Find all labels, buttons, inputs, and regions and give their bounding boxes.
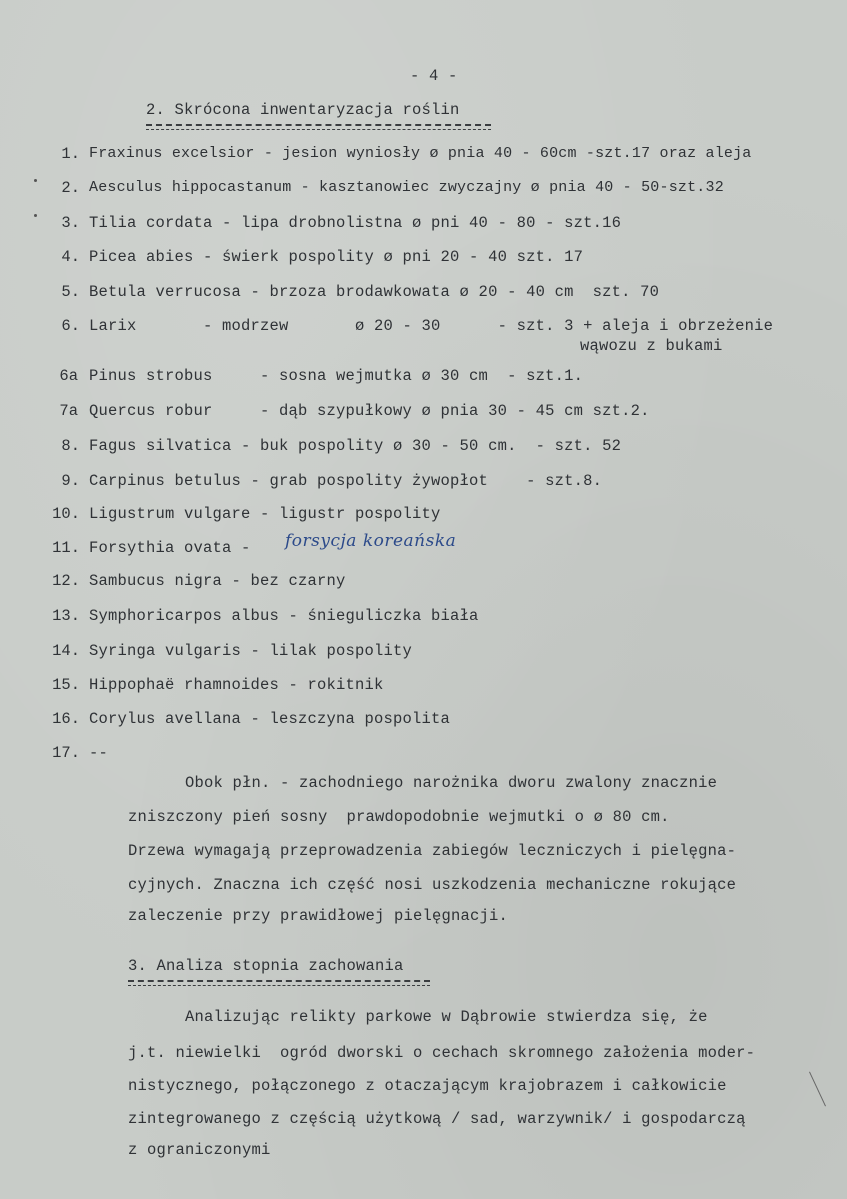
list-item-number: 13. [52, 607, 80, 625]
section-3-underline [128, 980, 430, 982]
list-item-text: Forsythia ovata - [89, 539, 251, 557]
list-item-text: Carpinus betulus - grab pospolity żywopłot - szt.8. [89, 472, 603, 490]
paragraph-line: nistycznego, połączonego z otaczającym krajobrazem i całkowicie [128, 1077, 727, 1095]
list-item-text: Symphoricarpos albus - śnieguliczka biała [89, 607, 479, 625]
list-item-text: Tilia cordata - lipa drobnolistna ø pni 40 - 80 - szt.16 [89, 214, 622, 232]
list-item-number: 1. [61, 145, 80, 163]
paragraph-line: zintegrowanego z częścią użytkową / sad, warzywnik/ i gospodarczą [128, 1110, 746, 1128]
section-2-underline [146, 124, 491, 126]
list-item-number: 12. [52, 572, 80, 590]
list-item-number: 6a [59, 367, 78, 385]
section-2-underline-2 [146, 129, 491, 130]
list-item-number: 16. [52, 710, 80, 728]
list-item-number: 5. [61, 283, 80, 301]
list-item-text: Sambucus nigra - bez czarny [89, 572, 346, 590]
list-item-text: Pinus strobus - sosna wejmutka ø 30 cm - szt.1. [89, 367, 584, 385]
list-item-text: Picea abies - świerk pospolity ø pni 20 - 40 szt. 17 [89, 248, 584, 266]
list-item-number: 4. [61, 248, 80, 266]
list-item-text: Quercus robur - dąb szypułkowy ø pnia 30 - 45 cm szt.2. [89, 402, 650, 420]
list-item-text: Fraxinus excelsior - jesion wyniosły ø pnia 40 - 60cm -szt.17 oraz aleja [89, 145, 752, 162]
list-item-text: Hippophaë rhamnoides - rokitnik [89, 676, 384, 694]
margin-dot [34, 214, 37, 217]
paragraph-line: j.t. niewielki ogród dworski o cechach skromnego założenia moder- [128, 1044, 756, 1062]
list-item-text: Betula verrucosa - brzoza brodawkowata ø 20 - 40 cm szt. 70 [89, 283, 660, 301]
section-3-underline-2 [128, 985, 430, 986]
list-item-number: 8. [61, 437, 80, 455]
list-item-number: 6. [61, 317, 80, 335]
list-item-text: Aesculus hippocastanum - kasztanowiec zwyczajny ø pnia 40 - 50-szt.32 [89, 179, 724, 196]
paragraph-line: cyjnych. Znaczna ich część nosi uszkodzenia mechaniczne rokujące [128, 876, 737, 894]
list-item-text: Syringa vulgaris - lilak pospolity [89, 642, 413, 660]
list-item-number: 9. [61, 472, 80, 490]
list-item-text: Corylus avellana - leszczyna pospolita [89, 710, 451, 728]
section-2-heading: 2. Skrócona inwentaryzacja roślin [146, 101, 460, 119]
handwritten-annotation: forsycja koreańska [285, 531, 457, 551]
list-item-number: 2. [61, 179, 80, 197]
list-item-number: 11. [52, 539, 80, 557]
paragraph-line: zniszczony pień sosny prawdopodobnie wejmutki o ø 80 cm. [128, 808, 670, 826]
paragraph-line: Analizując relikty parkowe w Dąbrowie stwierdza się, że [128, 1008, 708, 1026]
paragraph-line: zaleczenie przy prawidłowej pielęgnacji. [128, 907, 509, 925]
list-item-text: Ligustrum vulgare - ligustr pospolity [89, 505, 441, 523]
list-item-number: 10. [52, 505, 80, 523]
list-item-number: 3. [61, 214, 80, 232]
paragraph-line: z ograniczonymi [128, 1141, 271, 1159]
list-item-text-continued: wąwozu z bukami [580, 337, 723, 355]
list-item-text: -- [89, 744, 109, 762]
margin-pencil-stroke [809, 1072, 826, 1107]
list-item-number: 15. [52, 676, 80, 694]
list-item-number: 17. [52, 744, 80, 762]
paragraph-line: Drzewa wymagają przeprowadzenia zabiegów leczniczych i pielęgna- [128, 842, 737, 860]
list-item-text: Fagus silvatica - buk pospolity ø 30 - 50 cm. - szt. 52 [89, 437, 622, 455]
list-item-text: Larix - modrzew ø 20 - 30 - szt. 3 + aleja i obrzeżenie [89, 317, 774, 335]
list-item-number: 14. [52, 642, 80, 660]
page-number: - 4 - [410, 67, 458, 85]
section-3-heading: 3. Analiza stopnia zachowania [128, 957, 404, 975]
margin-dot [34, 179, 37, 182]
list-item-number: 7a [59, 402, 78, 420]
paragraph-line: Obok płn. - zachodniego narożnika dworu zwalony znacznie [128, 774, 718, 792]
